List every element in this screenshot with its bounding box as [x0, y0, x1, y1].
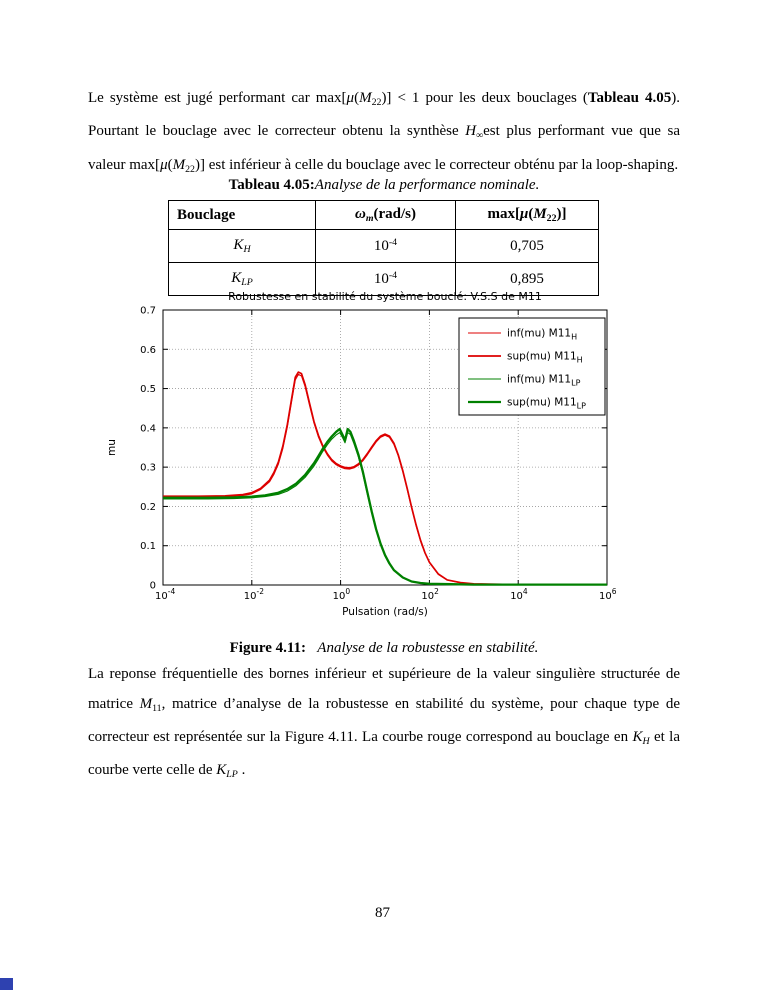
- table-cell: 0,705: [456, 230, 599, 263]
- table-header-row: [169, 201, 599, 230]
- y-axis-label: mu: [106, 439, 118, 456]
- y-tick-label: 0.6: [140, 344, 156, 356]
- page-corner-artifact: [0, 978, 13, 990]
- table-header-omega: ωm(rad/s): [316, 201, 456, 230]
- x-tick-label: $10^4$: [510, 587, 528, 602]
- table-cell: $10^{-4}$: [316, 230, 456, 263]
- y-tick-label: 0.3: [140, 462, 156, 474]
- paragraph-performance: Le système est jugé performant car max[μ(M22)] < 1 pour les deux bouclages (Tableau 4.05). Pourtant le bouclage avec le correcteur obtenu la synthèse H∞est plus performant vue que sa valeur max[μ(M22)] est inférieur à celle du bouclage avec le correcteur obténu par la loop-shaping.: [88, 90, 680, 175]
- table-cell: $10^{-4}$: [316, 263, 456, 296]
- legend-entry-label: sup(mu) $M11_{LP}$: [507, 396, 586, 411]
- chart-title: Robustesse en stabilité du système bouclé: V.S.S de M11: [228, 290, 542, 303]
- x-tick-label: $10^0$: [332, 587, 351, 602]
- y-tick-label: 0: [149, 580, 156, 592]
- legend-entry-label: inf(mu) $M11_{LP}$: [507, 373, 581, 388]
- series-line: [163, 433, 607, 585]
- x-tick-label: $10^6$: [599, 587, 617, 602]
- performance-table: [168, 200, 599, 296]
- legend-entry-label: inf(mu) $M11_H$: [507, 327, 578, 342]
- stability-chart-svg: [85, 288, 645, 628]
- table-header-max-mu: max[μ(M22)]: [456, 201, 599, 230]
- x-axis-label: Pulsation (rad/s): [342, 606, 428, 618]
- y-tick-label: 0.4: [140, 423, 156, 435]
- y-tick-label: 0.5: [140, 384, 156, 396]
- table-cell: KLP: [169, 263, 316, 296]
- x-tick-label: $10^{-4}$: [155, 587, 176, 602]
- page-number: 87: [375, 905, 390, 921]
- table-cell: 0,895: [456, 263, 599, 296]
- x-tick-label: $10^{-2}$: [243, 587, 265, 602]
- y-tick-label: 0.7: [140, 305, 156, 317]
- table-header-bouclage: Bouclage: [169, 201, 316, 230]
- y-tick-label: 0.2: [140, 501, 156, 513]
- legend-entry-label: sup(mu) $M11_H$: [507, 350, 583, 365]
- figure-caption: Figure 4.11: Analyse de la robustesse en stabilité.: [229, 640, 539, 656]
- table-body: [169, 230, 599, 296]
- table-caption: Tableau 4.05:Analyse de la performance nominale.: [228, 177, 540, 193]
- x-tick-label: $10^2$: [421, 587, 439, 602]
- paragraph-frequency-response: La reponse fréquentielle des bornes inférieur et supérieure de la valeur singulière structurée de matrice M11, matrice d’analyse de la robustesse en stabilité du système, pour chaque type de correcteur est représentée sur la Figure 4.11. La courbe rouge correspond au bouclage en KH et la courbe verte celle de KLP .: [88, 666, 680, 780]
- table-cell: KH: [169, 230, 316, 263]
- y-tick-label: 0.1: [140, 541, 156, 553]
- stability-chart: [85, 288, 645, 628]
- table-row: [169, 230, 599, 263]
